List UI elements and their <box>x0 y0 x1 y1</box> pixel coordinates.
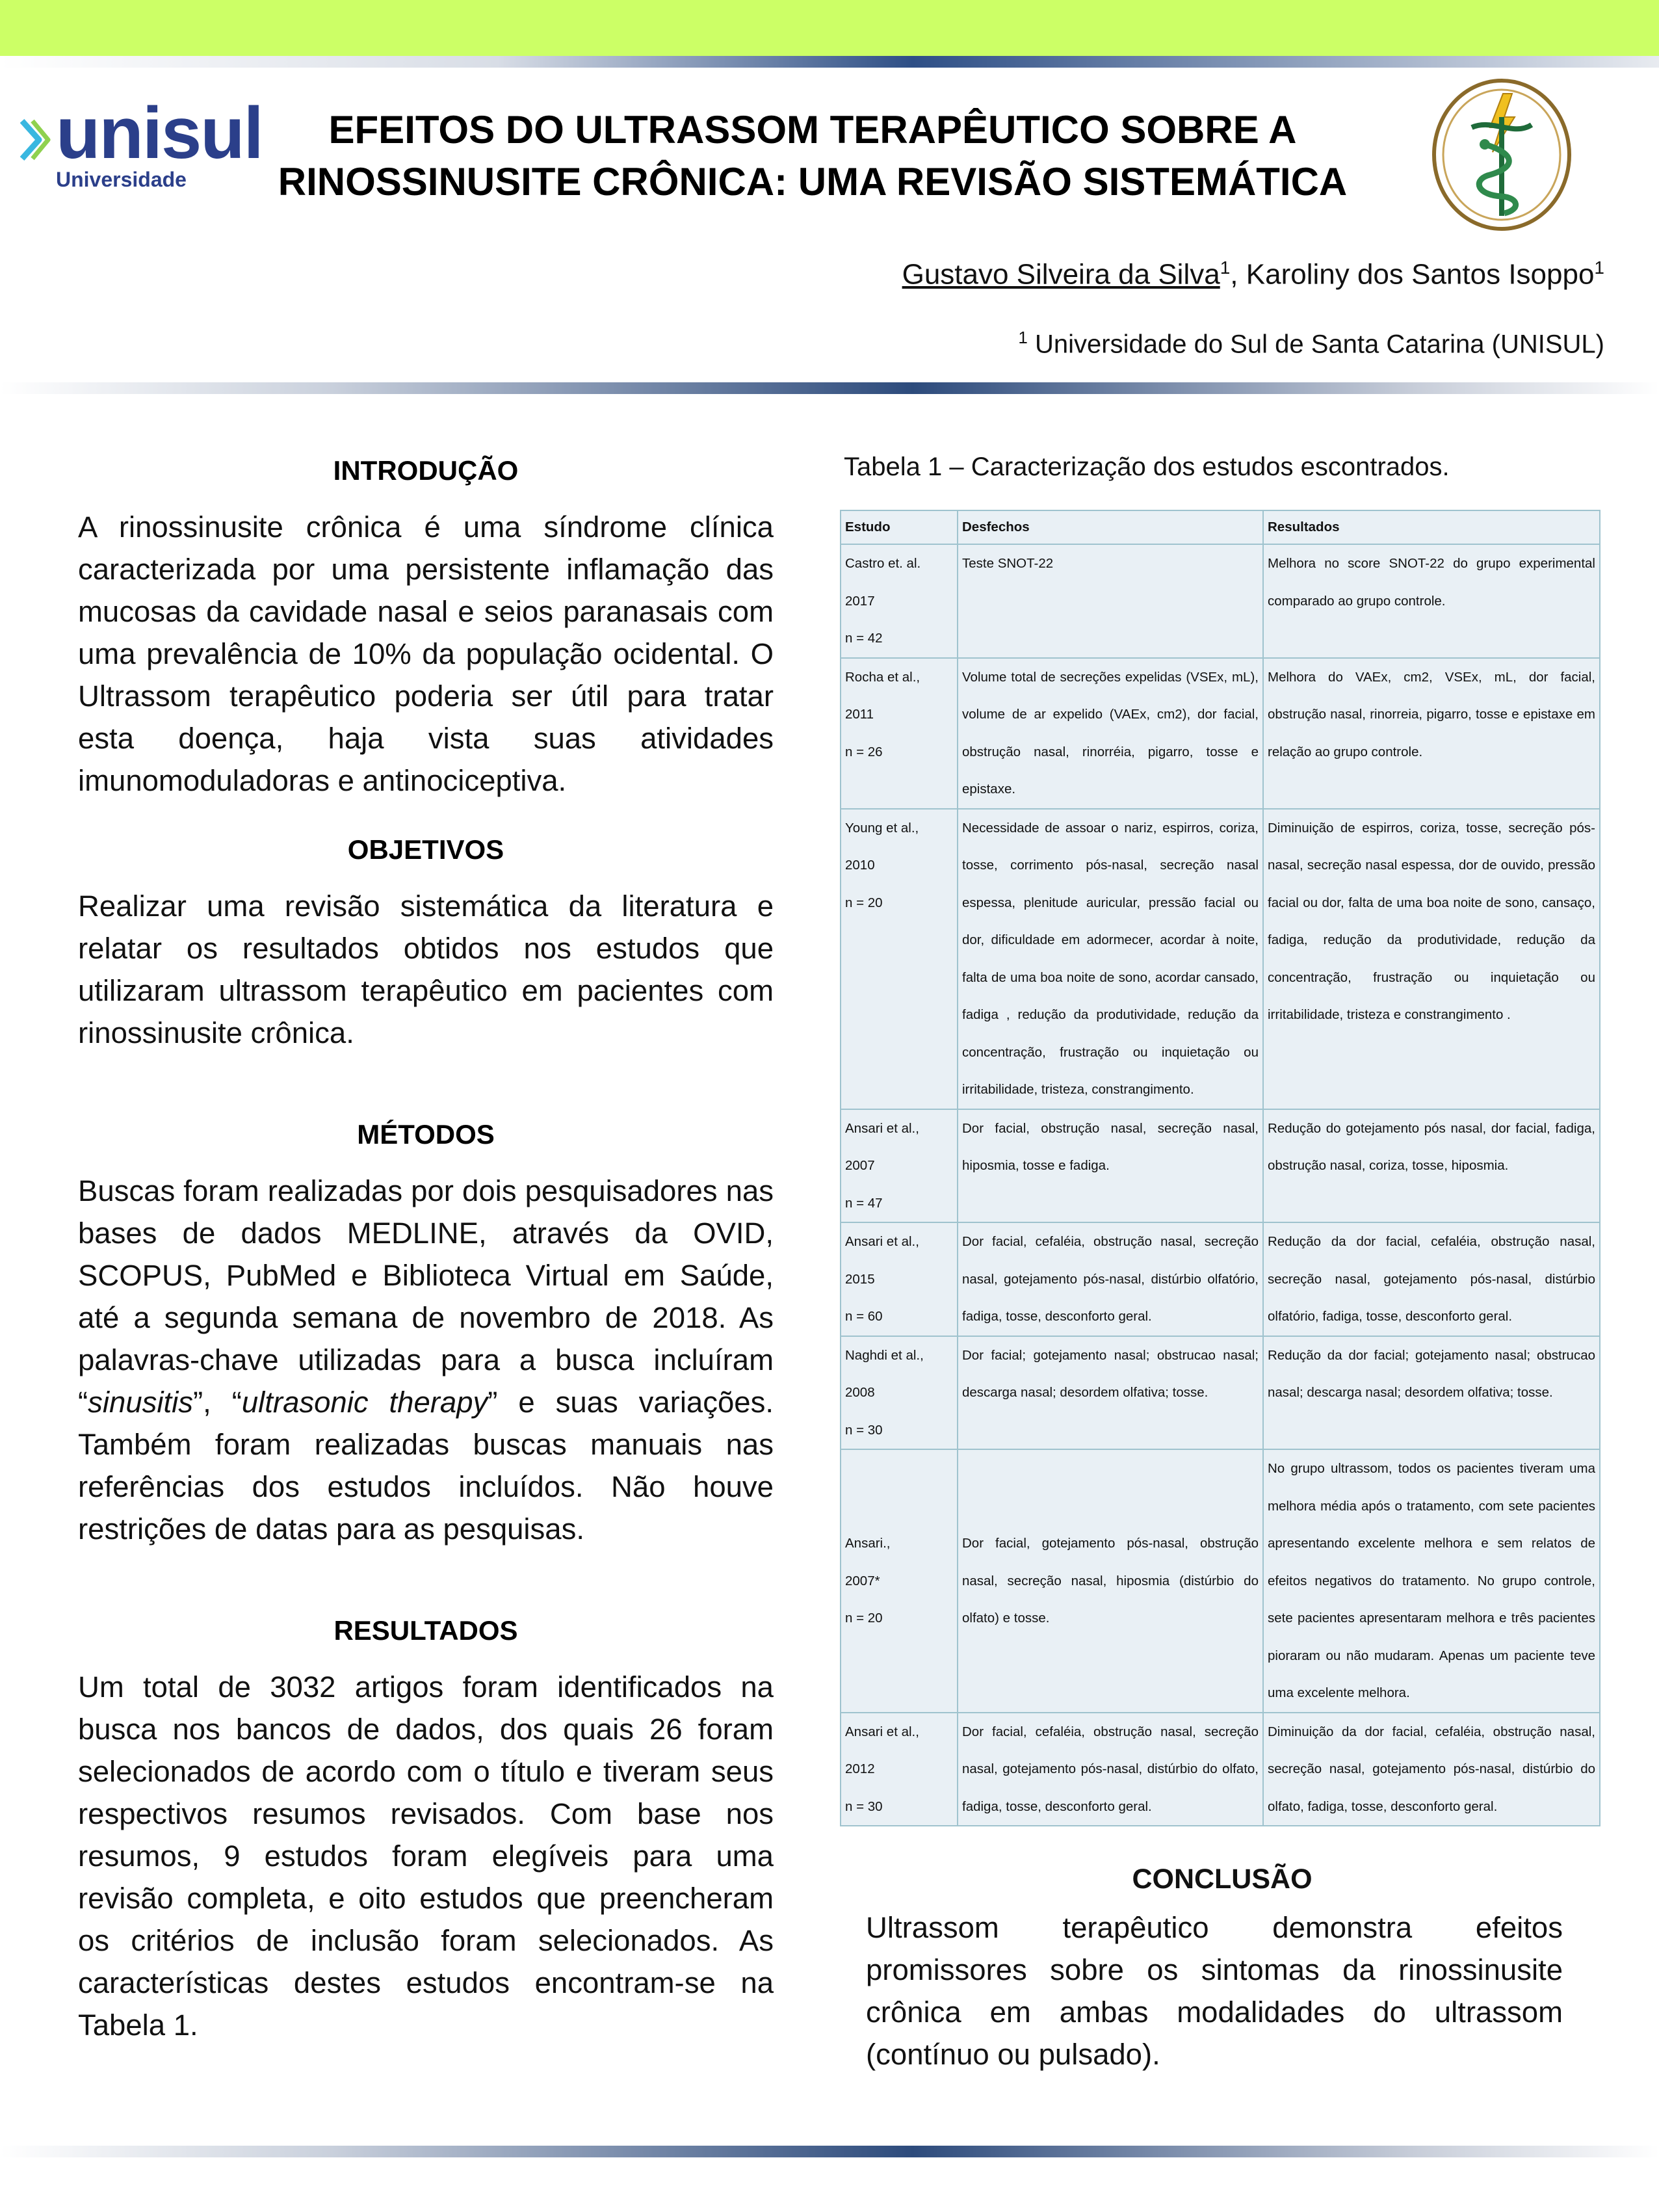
cell-estudo <box>841 1713 958 1826</box>
cell-desfechos: Dor facial, cefaléia, obstrução nasal, secreção nasal, gotejamento pós-nasal, distúrbio do olfato, fadiga, tosse, desconforto geral. <box>958 1713 1263 1826</box>
results-text: Um total de 3032 artigos foram identificados na busca nos bancos de dados, dos quais 26 foram selecionados de acordo com o título e tiveram seus respectivos resumos revisados. Com base nos resumos, 9 estudos foram elegíveis para uma revisão completa, e oito estudos que preencheram os critérios de inclusão foram selecionados. As características destes estudos encontram-se na Tabela 1. <box>78 1670 774 2042</box>
cell-estudo <box>841 809 958 1109</box>
table-row <box>841 1109 1600 1223</box>
methods-text-c: ” e suas variações. Também foram realizadas buscas manuais nas referências dos estudos incluídos. Não houve restrições de datas para as pesquisas. <box>78 1386 774 1546</box>
author-1-sup: 1 <box>1220 257 1231 278</box>
logo-subtitle: Universidade <box>56 168 187 191</box>
cell-estudo <box>841 1109 958 1223</box>
estudo-author: Ansari et al., <box>845 1724 919 1739</box>
methods-text-a: Buscas foram realizadas por dois pesquisadores nas bases de dados MEDLINE, através da OVID, SCOPUS, PubMed e Biblioteca Virtual em Saúde, até a segunda semana de novembro de 2018. As palavras-chave utilizadas para a busca incluíram “ <box>78 1174 774 1419</box>
conclusion-text: Ultrassom terapêutico demonstra efeitos promissores sobre os sintomas da rinossinusite crônica em ambas modalidades do ultrassom (contínuo ou pulsado). <box>866 1911 1563 2071</box>
estudo-n: n = 47 <box>845 1195 883 1211</box>
poster-title <box>260 104 1365 208</box>
title-line-2: RINOSSINUSITE CRÔNICA: UMA REVISÃO SISTEMÁTICA <box>278 160 1348 204</box>
authors-line <box>902 257 1604 291</box>
affiliation-line <box>1018 328 1604 359</box>
table-row <box>841 544 1600 658</box>
cell-desfechos: Teste SNOT-22 <box>958 544 1263 658</box>
table-row <box>841 809 1600 1109</box>
estudo-n: n = 20 <box>845 895 883 910</box>
cell-estudo <box>841 1222 958 1336</box>
estudo-n: n = 20 <box>845 1611 883 1626</box>
author-separator: , <box>1230 258 1246 291</box>
conclusion-heading: CONCLUSÃO <box>1132 1863 1313 1895</box>
author-1: Gustavo Silveira da Silva <box>902 258 1220 291</box>
unisul-logo <box>17 91 290 202</box>
table-row <box>841 1449 1600 1713</box>
table-row <box>841 1713 1600 1826</box>
methods-term-1: sinusitis <box>88 1386 193 1419</box>
cell-resultados: Diminuição da dor facial, cefaléia, obstrução nasal, secreção nasal, gotejamento pós-nasal, distúrbio do olfato, fadiga, tosse, desconforto geral. <box>1263 1713 1600 1826</box>
results-heading: RESULTADOS <box>333 1615 518 1646</box>
footer-divider <box>0 2146 1659 2157</box>
estudo-year: 2010 <box>845 858 875 873</box>
cell-resultados: Redução do gotejamento pós nasal, dor facial, fadiga, obstrução nasal, coriza, tosse, hiposmia. <box>1263 1109 1600 1223</box>
caduceus-emblem-icon <box>1430 77 1573 233</box>
cell-resultados: Diminuição de espirros, coriza, tosse, secreção pós-nasal, secreção nasal espessa, dor de ouvido, pressão facial ou dor, falta de uma boa noite de sono, cansaço, fadiga, redução da produtividade, redução da concentração, frustração ou inquietação ou irritabilidade, tristeza e constrangimento . <box>1263 809 1600 1109</box>
results-table <box>840 510 1600 1826</box>
header-desfechos: Desfechos <box>958 510 1263 544</box>
cell-desfechos: Dor facial, obstrução nasal, secreção nasal, hiposmia, tosse e fadiga. <box>958 1109 1263 1223</box>
cell-desfechos: Volume total de secreções expelidas (VSEx, mL), volume de ar expelido (VAEx, cm2), dor facial, obstrução nasal, rinorréia, pigarro, tosse e epistaxe. <box>958 658 1263 809</box>
header-estudo: Estudo <box>841 510 958 544</box>
estudo-n: n = 30 <box>845 1798 883 1814</box>
estudo-n: n = 30 <box>845 1422 883 1438</box>
cell-resultados: Melhora do VAEx, cm2, VSEx, mL, dor facial, obstrução nasal, rinorreia, pigarro, tosse e epistaxe em relação ao grupo controle. <box>1263 658 1600 809</box>
table-caption: Tabela 1 – Caracterização dos estudos escontrados. <box>844 453 1450 481</box>
objectives-text: Realizar uma revisão sistemática da literatura e relatar os resultados obtidos nos estudos que utilizaram ultrassom terapêutico em pacientes com rinossinusite crônica. <box>78 889 774 1049</box>
methods-term-2: ultrasonic therapy <box>241 1386 488 1419</box>
estudo-year: 2007* <box>845 1573 880 1588</box>
affiliation-text: Universidade do Sul de Santa Catarina (UNISUL) <box>1035 330 1604 359</box>
left-column <box>78 455 774 2046</box>
estudo-year: 2015 <box>845 1271 875 1287</box>
cell-estudo <box>841 1449 958 1713</box>
estudo-year: 2008 <box>845 1385 875 1400</box>
estudo-author: Rocha et al., <box>845 669 921 685</box>
cell-resultados: No grupo ultrassom, todos os pacientes tiveram uma melhora média após o tratamento, com sete pacientes apresentando excelente melhora e sem relatos de efeitos negativos do tratamento. No grupo controle, sete pacientes apresentaram melhora e três pacientes pioraram ou não mudaram. Apenas um paciente teve uma excelente melhora. <box>1263 1449 1600 1713</box>
cell-resultados: Redução da dor facial, cefaléia, obstrução nasal, secreção nasal, gotejamento pós-nasal, distúrbio olfatório, fadiga, tosse, desconforto geral. <box>1263 1222 1600 1336</box>
cell-desfechos: Dor facial; gotejamento nasal; obstrucao nasal; descarga nasal; desordem olfativa; tosse. <box>958 1336 1263 1450</box>
affiliation-sup: 1 <box>1018 328 1028 347</box>
top-gradient-rule <box>0 56 1659 68</box>
chevron-right-icon <box>17 118 51 161</box>
header-resultados: Resultados <box>1263 510 1600 544</box>
table-header-row <box>841 510 1600 544</box>
cell-estudo <box>841 1336 958 1450</box>
title-line-1: EFEITOS DO ULTRASSOM TERAPÊUTICO SOBRE A <box>328 108 1297 151</box>
estudo-year: 2012 <box>845 1761 875 1776</box>
author-2-sup: 1 <box>1594 257 1604 278</box>
estudo-year: 2017 <box>845 593 875 609</box>
cell-desfechos: Dor facial, gotejamento pós-nasal, obstrução nasal, secreção nasal, hiposmia (distúrbio do olfato) e tosse. <box>958 1449 1263 1713</box>
cell-desfechos: Necessidade de assoar o nariz, espirros, coriza, tosse, corrimento pós-nasal, secreção nasal espessa, plenitude auricular, pressão facial ou dor, dificuldade em adormecer, acordar à noite, falta de uma boa noite de sono, acordar cansado, fadiga , redução da produtividade, redução da concentração, frustração ou inquietação ou irritabilidade, tristeza, constrangimento. <box>958 809 1263 1109</box>
objectives-heading: OBJETIVOS <box>347 834 504 865</box>
estudo-author: Naghdi et al., <box>845 1347 924 1363</box>
estudo-author: Young et al., <box>845 820 919 836</box>
estudo-author: Ansari et al., <box>845 1120 919 1136</box>
estudo-year: 2007 <box>845 1158 875 1173</box>
cell-estudo <box>841 544 958 658</box>
logo-wordmark: unisul <box>56 92 263 174</box>
cell-estudo <box>841 658 958 809</box>
author-2: Karoliny dos Santos Isoppo <box>1246 258 1595 291</box>
top-color-band <box>0 0 1659 56</box>
cell-resultados: Redução da dor facial; gotejamento nasal; obstrucao nasal; descarga nasal; desordem olfativa; tosse. <box>1263 1336 1600 1450</box>
methods-text-b: ”, “ <box>192 1386 242 1419</box>
cell-resultados: Melhora no score SNOT-22 do grupo experimental comparado ao grupo controle. <box>1263 544 1600 658</box>
estudo-author: Castro et. al. <box>845 556 921 571</box>
intro-text: A rinossinusite crônica é uma síndrome clínica caracterizada por uma persistente inflamação das mucosas da cavidade nasal e seios paranasais com uma prevalência de 10% da população ocidental. O Ultrassom terapêutico poderia ser útil para tratar esta doença, haja vista suas atividades imunomoduladoras e antinociceptiva. <box>78 510 774 797</box>
estudo-year: 2011 <box>845 707 874 722</box>
methods-heading: MÉTODOS <box>357 1119 495 1150</box>
header-divider <box>0 382 1659 394</box>
table-row <box>841 658 1600 809</box>
intro-heading: INTRODUÇÃO <box>333 455 519 486</box>
estudo-n: n = 26 <box>845 744 883 759</box>
table-row <box>841 1222 1600 1336</box>
estudo-author: Ansari., <box>845 1536 891 1551</box>
methods-text <box>78 1170 774 1550</box>
estudo-n: n = 60 <box>845 1309 883 1324</box>
cell-desfechos: Dor facial, cefaléia, obstrução nasal, secreção nasal, gotejamento pós-nasal, distúrbio olfatório, fadiga, tosse, desconforto geral. <box>958 1222 1263 1336</box>
table-row <box>841 1336 1600 1450</box>
estudo-n: n = 42 <box>845 631 883 646</box>
estudo-author: Ansari et al., <box>845 1234 919 1249</box>
